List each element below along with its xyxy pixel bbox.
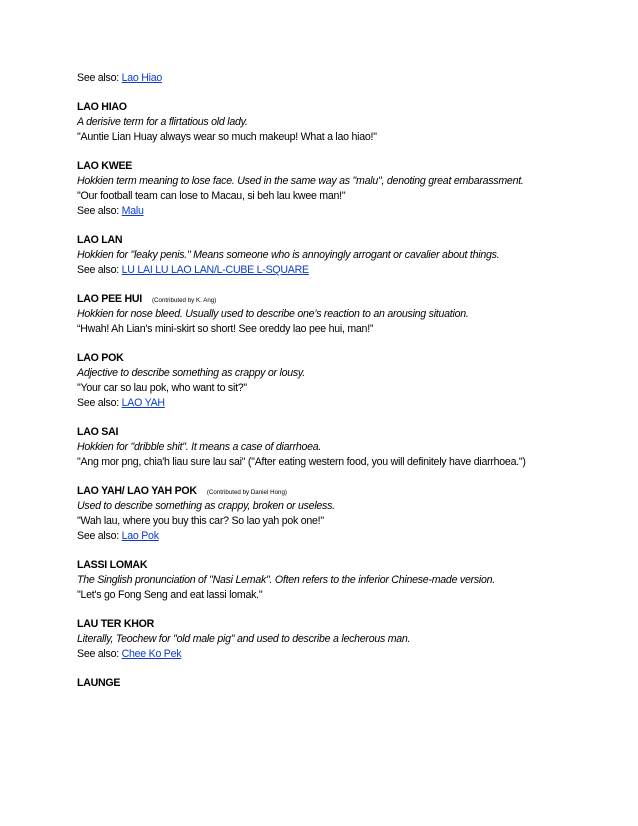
see-also-link-lu-lai-lu-lao-lan[interactable]: LU LAI LU LAO LAN/L-CUBE L-SQUARE [121, 264, 309, 276]
term-definition: Hokkien for nose bleed. Usually used to describe one’s reaction to an arousing situation. [77, 308, 469, 320]
term-definition: Hokkien for "leaky penis." Means someone who is annoyingly arrogant or cavalier about things. [77, 249, 500, 261]
see-also-link-chee-ko-pek[interactable]: Chee Ko Pek [121, 648, 182, 660]
contributor-credit: (Contributed by Daniel Hong) [206, 489, 287, 496]
see-also-line [77, 263, 622, 278]
term-heading-row [77, 292, 622, 307]
term-example: “Hwah! Ah Lian's mini-skirt so short! See oreddy lao pee hui, man!” [77, 323, 374, 335]
term-heading: LAO PEE HUI [77, 293, 142, 305]
glossary-page [77, 71, 622, 691]
term-definition: Hokkien for "dribble shit". It means a case of diarrhoea. [77, 441, 322, 453]
term-heading: LAO POK [77, 352, 124, 364]
term-definition: Literally, Teochew for "old male pig" and used to describe a lecherous man. [77, 633, 411, 645]
term-example: "Your car so lau pok, who want to sit?" [77, 382, 247, 394]
see-also-label: See also: [77, 264, 122, 276]
term-example: "Wah lau, where you buy this car? So lao yah pok one!" [77, 515, 324, 527]
term-example: "Auntie Lian Huay always wear so much makeup! What a lao hiao!" [77, 131, 377, 143]
term-heading: LAO YAH/ LAO YAH POK [77, 485, 197, 497]
term-definition: Hokkien term meaning to lose face. Used in the same way as "malu", denoting great embarassment. [77, 175, 524, 187]
term-example: "Our football team can lose to Macau, si beh lau kwee man!" [77, 190, 346, 202]
term-heading-row [77, 484, 622, 499]
term-heading: LAO SAI [77, 426, 119, 438]
term-heading: LASSI LOMAK [77, 559, 148, 571]
see-also-label: See also: [77, 72, 122, 84]
see-also-line [77, 647, 622, 662]
term-example: "Ang mor png, chia'h liau sure lau sai" ("After eating western food, you will definitely have diarrhoea.") [77, 456, 526, 468]
see-also-line [77, 529, 622, 544]
see-also-label: See also: [77, 530, 122, 542]
contributor-credit: (Contributed by K. Ang) [151, 297, 217, 304]
see-also-link-lao-pok[interactable]: Lao Pok [121, 530, 159, 542]
term-definition: Adjective to describe something as crappy or lousy. [77, 367, 305, 379]
term-example: "Let's go Fong Seng and eat lassi lomak." [77, 589, 263, 601]
see-also-link-lao-hiao[interactable]: Lao Hiao [121, 72, 163, 84]
term-definition: The Singlish pronunciation of "Nasi Lemak". Often refers to the inferior Chinese-made version. [77, 574, 495, 586]
term-heading: LAO KWEE [77, 160, 133, 172]
see-also-label: See also: [77, 648, 122, 660]
see-also-line [77, 71, 622, 86]
see-also-line [77, 396, 622, 411]
term-definition: Used to describe something as crappy, broken or useless. [77, 500, 335, 512]
term-definition: A derisive term for a flirtatious old lady. [77, 116, 248, 128]
see-also-link-lao-yah[interactable]: LAO YAH [121, 397, 165, 409]
see-also-link-malu[interactable]: Malu [121, 205, 144, 217]
term-heading: LAUNGE [77, 677, 121, 689]
term-heading: LAU TER KHOR [77, 618, 155, 630]
see-also-line [77, 204, 622, 219]
term-heading: LAO LAN [77, 234, 123, 246]
term-heading: LAO HIAO [77, 101, 127, 113]
see-also-label: See also: [77, 397, 122, 409]
see-also-label: See also: [77, 205, 122, 217]
